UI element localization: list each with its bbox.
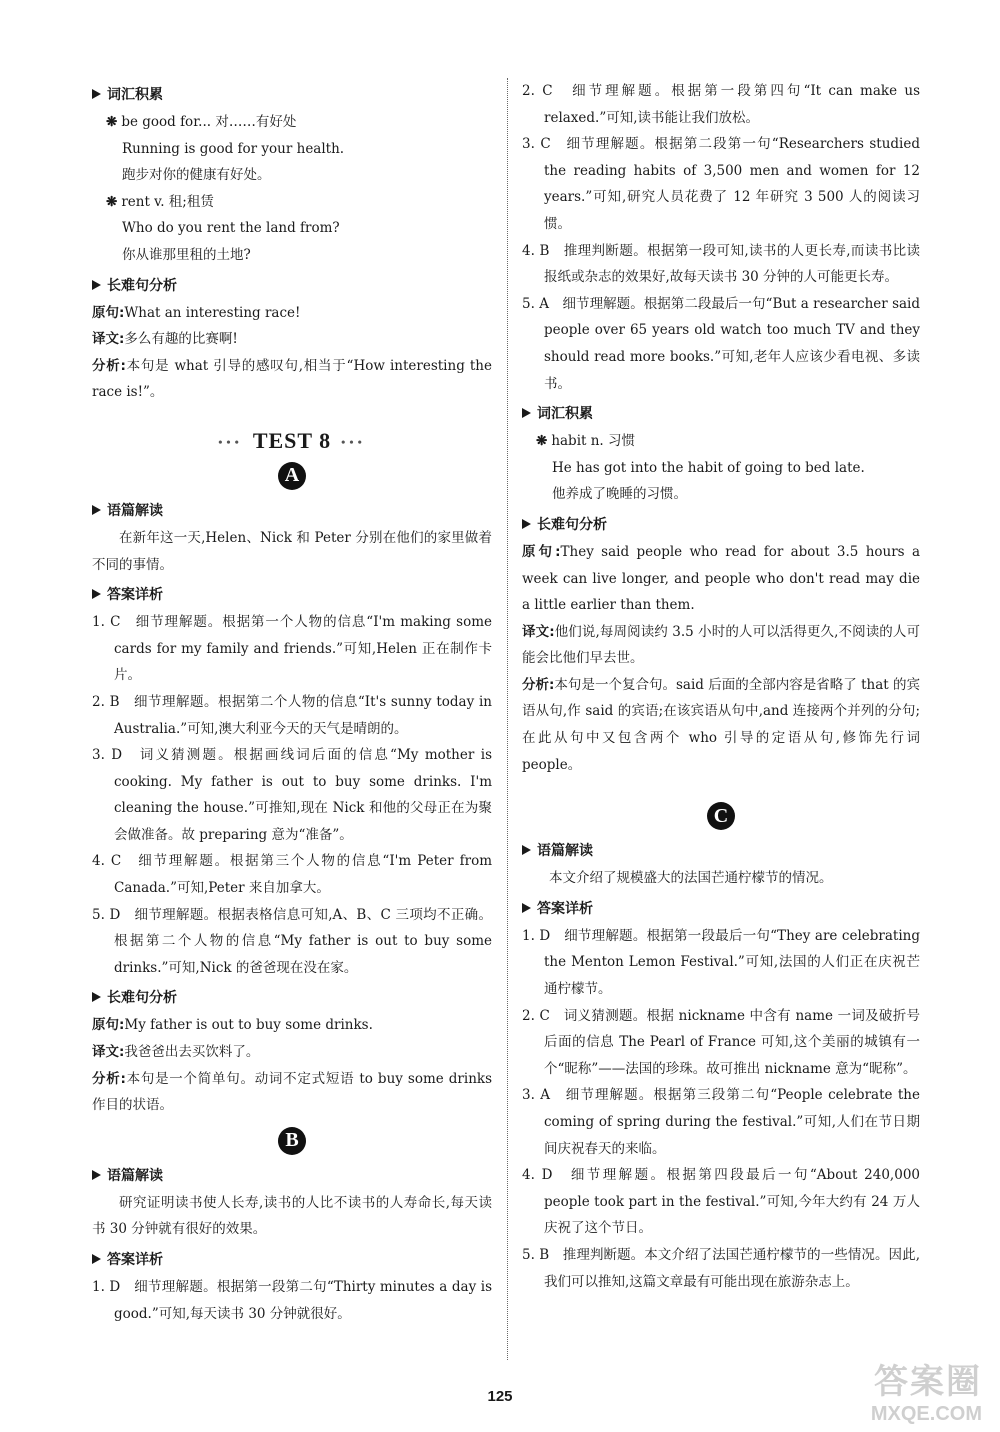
section-header: 词汇积累 [92,84,492,104]
analysis: 分析:本句是一个复合句。said 后面的全部内容是省略了 that 的宾语从句,作 said 的宾语;在该宾语从句中,and 连接两个并列的分句;在此从句中又包含两个 who 引导的定语从句,修饰先行词 people。 [522,676,920,773]
section-header: 词汇积累 [522,403,920,423]
left-column [92,78,492,1327]
section-header: 语篇解读 [522,840,920,860]
reading-summary: 在新年这一天,Helen、Nick 和 Peter 分别在他们的家里做着不同的事情。 [92,529,492,573]
section-header: 答案详析 [92,1249,492,1269]
section-header: 语篇解读 [92,1165,492,1185]
section-header: 答案详析 [522,898,920,918]
star-icon: ❋ [106,114,118,130]
answer-item: 1. D 细节理解题。根据第一段第二句“Thirty minutes a day is good.”可知,每天读书 30 分钟就很好。 [92,1279,492,1322]
vocab-entry: ❋ be good for... 对……有好处 Running is good for your health. 跑步对你的健康有好处。 [106,114,345,184]
reading-summary: 研究证明读书使人长寿,读书的人比不读书的人寿命长,每天读书 30 分钟就有很好的效果。 [92,1194,492,1238]
answer-item: 4. D 细节理解题。根据第四段最后一句“About 240,000 people took part in the festival.”可知,今年大约有 24 万人庆祝了这个节日。 [522,1167,920,1237]
translation: 译文:他们说,每周阅读约 3.5 小时的人可以活得更久,不阅读的人可能会比他们早去世。 [522,623,920,667]
section-header: 答案详析 [92,584,492,604]
arrow-icon [92,1254,101,1264]
vocab-entry: ❋ habit n. 习惯 He has got into the habit of going to bed late. 他养成了晚睡的习惯。 [536,433,865,503]
reading-summary: 本文介绍了规模盛大的法国芒通柠檬节的情况。 [549,870,833,887]
answer-item: 2. C 细节理解题。根据第一段第四句“It can make us relaxed.”可知,读书能让我们放松。 [522,83,920,126]
column-divider [507,78,508,1360]
original-sentence: 原句:What an interesting race! [92,304,301,321]
original-sentence: 原句:My father is out to buy some drinks. [92,1017,373,1034]
arrow-icon [522,845,531,855]
answer-item: 1. C 细节理解题。根据第一个人物的信息“I'm making some cards for my family and friends.”可知,Helen 正在制作卡片。 [92,614,492,684]
answer-item: 2. C 词义猜测题。根据 nickname 中含有 name 一词及破折号后面的信息 The Pearl of France 可知,这个美丽的城镇有一个“昵称”——法国的珍珠。故可推出 nickname 意为“昵称”。 [522,1007,920,1077]
test-title: ••• TEST 8 ••• [218,427,366,453]
arrow-icon [92,505,101,515]
original-sentence: 原句:They said people who read for about 3.5 hours a week can live longer, and people who don't read may die a little earlier than them. [522,543,920,614]
arrow-icon [92,1170,101,1180]
analysis: 分析:本句是一个简单句。动词不定式短语 to buy some drinks 作目的状语。 [92,1070,492,1114]
answer-item: 3. D 词义猜测题。根据画线词后面的信息“My mother is cooking. My father is out to buy some drinks. I'm cleaning the house.”可推知,现在 Nick 和他的父母正在为聚会做准备。故 preparing 意为“准备”。 [92,747,492,843]
arrow-icon [522,903,531,913]
section-header: 长难句分析 [522,514,920,534]
arrow-icon [92,992,101,1002]
section-badge-b: B [92,1127,492,1155]
watermark: 答案圈 MXQE.COM [870,1362,982,1425]
arrow-icon [92,89,101,99]
section-badge-c: C [522,802,920,830]
answer-item: 3. C 细节理解题。根据第二段第一句“Researchers studied the reading habits of 3,500 men and women for 12 years.”可知,研究人员花费了 12 年研究 3 500 人的阅读习惯。 [522,136,920,232]
star-icon: ❋ [536,433,548,450]
answer-item: 4. B 推理判断题。根据第一段可知,读书的人更长寿,而读书比读报纸或杂志的效果好,故每天读书 30 分钟的人可能更长寿。 [522,242,920,286]
page-number: 125 [487,1388,513,1405]
section-header: 长难句分析 [92,987,492,1007]
arrow-icon [92,589,101,599]
star-icon: ❋ [106,193,118,210]
analysis: 分析:本句是 what 引导的感叹句,相当于“How interesting the race is!”。 [92,357,492,401]
translation: 译文:我爸爸出去买饮料了。 [92,1044,260,1061]
translation: 译文:多么有趣的比赛啊! [92,331,238,348]
section-header: 长难句分析 [92,275,492,295]
answer-item: 3. A 细节理解题。根据第三段第二句“People celebrate the coming of spring during the festival.”可知,人们在节日期间庆祝春天的来临。 [522,1087,920,1157]
answer-item: 5. B 推理判断题。本文介绍了法国芒通柠檬节的一些情况。因此,我们可以推知,这篇文章最有可能出现在旅游杂志上。 [522,1246,920,1290]
answer-item: 5. A 细节理解题。根据第二段最后一句“But a researcher said people over 65 years old watch too much TV and they should read more books.”可知,老年人应该少看电视、多读书。 [522,295,920,392]
answer-item: 1. D 细节理解题。根据第一段最后一句“They are celebrating the Menton Lemon Festival.”可知,法国的人们正在庆祝芒通柠檬节。 [522,927,920,998]
answer-item: 2. B 细节理解题。根据第二个人物的信息“It's sunny today in Australia.”可知,澳大利亚今天的天气是晴朗的。 [92,693,492,737]
vocab-entry: ❋ rent v. 租;租赁 Who do you rent the land from? 你从谁那里租的土地? [106,193,340,263]
answer-item: 5. D 细节理解题。根据表格信息可知,A、B、C 三项均不正确。根据第二个人物的信息“My father is out to buy some drinks.”可知,Nick 的爸爸现在没在家。 [92,906,492,976]
answer-item: 4. C 细节理解题。根据第三个人物的信息“I'm Peter from Canada.”可知,Peter 来自加拿大。 [92,853,492,897]
arrow-icon [522,408,531,418]
section-badge-a: A [92,462,492,490]
arrow-icon [522,519,531,529]
arrow-icon [92,280,101,290]
right-column [522,78,920,1295]
section-header: 语篇解读 [92,500,492,520]
